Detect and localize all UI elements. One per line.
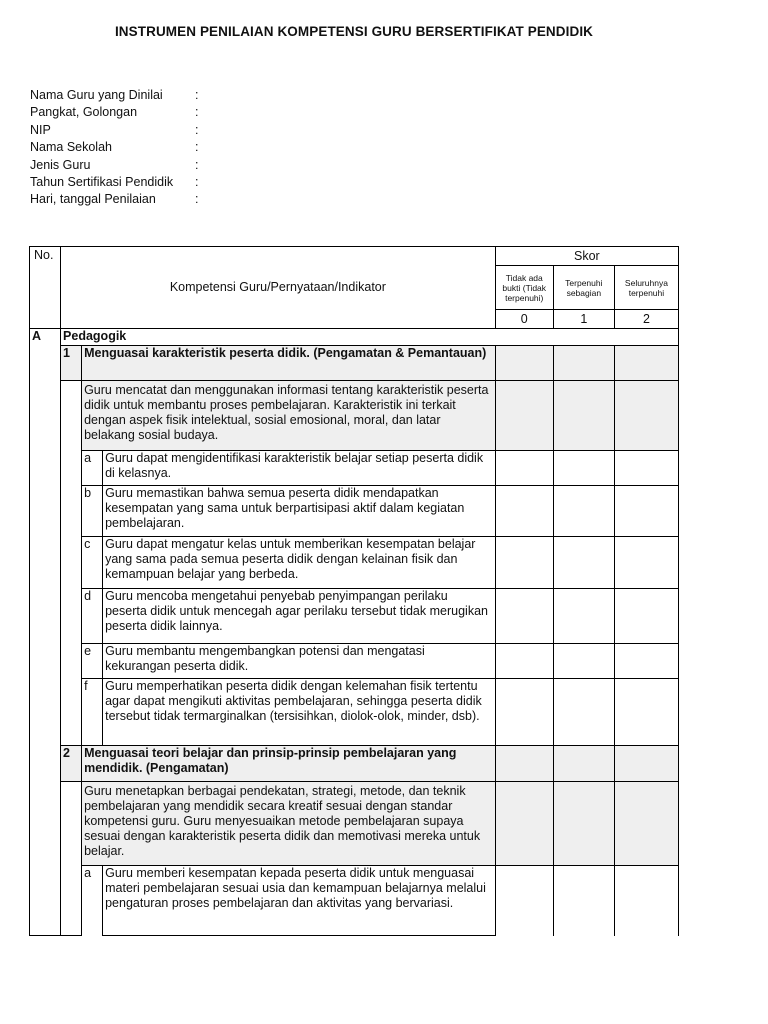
- competency-no: 1: [61, 346, 82, 381]
- identity-label: Pangkat, Golongan: [30, 105, 138, 120]
- score-col-label-0: Tidak ada bukti (Tidak terpenuhi): [495, 266, 553, 310]
- score-cell[interactable]: [614, 381, 678, 451]
- identity-row: [30, 157, 205, 174]
- score-col-label-1: Terpenuhi sebagian: [553, 266, 614, 310]
- indicator-text: Guru membantu mengembangkan potensi dan mengatasi kekurangan peserta didik.: [103, 644, 496, 679]
- score-cell[interactable]: [614, 746, 678, 782]
- identity-row: [30, 87, 205, 104]
- score-cell[interactable]: [553, 451, 614, 486]
- indicator-letter: f: [82, 679, 103, 746]
- score-cell[interactable]: [553, 782, 614, 866]
- score-col-value-2: 2: [614, 310, 678, 329]
- score-cell[interactable]: [495, 381, 553, 451]
- score-col-value-0: 0: [495, 310, 553, 329]
- score-cell[interactable]: [553, 589, 614, 644]
- section-code: A: [30, 329, 61, 346]
- score-cell[interactable]: [553, 679, 614, 746]
- identity-label: Nama Guru yang Dinilai: [30, 88, 163, 102]
- score-col-value-1: 1: [553, 310, 614, 329]
- indicator-text: Guru mencoba mengetahui penyebab penyimpangan perilaku peserta didik untuk mencegah agar perilaku tersebut tidak merugikan peserta didik lainnya.: [103, 589, 496, 644]
- indicator-text: Guru memastikan bahwa semua peserta didik mendapatkan kesempatan yang sama untuk berpartisipasi aktif dalam kegiatan pembelajaran.: [103, 486, 496, 537]
- score-cell[interactable]: [553, 346, 614, 381]
- score-cell[interactable]: [614, 644, 678, 679]
- score-cell[interactable]: [553, 537, 614, 589]
- score-cell[interactable]: [495, 486, 553, 537]
- identity-label: Nama Sekolah: [30, 140, 112, 155]
- identity-row: [30, 104, 205, 121]
- score-cell[interactable]: [553, 746, 614, 782]
- competency-description: Guru mencatat dan menggunakan informasi tentang karakteristik peserta didik untuk membantu proses pembelajaran. Karakteristik ini terkait dengan aspek fisik intelektual, sosial emosional, moral, dan latar belakang sosial budaya.: [82, 381, 496, 451]
- indicator-header: Kompetensi Guru/Pernyataan/Indikator: [61, 247, 496, 329]
- competency-title: Menguasai teori belajar dan prinsip-prinsip pembelajaran yang mendidik. (Pengamatan): [82, 746, 496, 782]
- score-cell[interactable]: [495, 537, 553, 589]
- identity-colon: :: [195, 88, 199, 102]
- indicator-letter: d: [82, 589, 103, 644]
- identity-colon: :: [195, 175, 199, 190]
- score-cell[interactable]: [614, 537, 678, 589]
- score-cell[interactable]: [614, 782, 678, 866]
- score-cell[interactable]: [495, 644, 553, 679]
- indicator-text: Guru dapat mengidentifikasi karakteristik belajar setiap peserta didik di kelasnya.: [103, 451, 496, 486]
- score-cell[interactable]: [614, 679, 678, 746]
- competency-title: Menguasai karakteristik peserta didik. (Pengamatan & Pemantauan): [82, 346, 496, 381]
- score-cell[interactable]: [614, 451, 678, 486]
- score-cell[interactable]: [495, 679, 553, 746]
- indicator-letter: c: [82, 537, 103, 589]
- identity-colon: :: [195, 122, 199, 137]
- score-col-label-2: Seluruhnya terpenuhi: [614, 266, 678, 310]
- score-cell[interactable]: [495, 589, 553, 644]
- identity-row: [30, 191, 205, 208]
- score-cell[interactable]: [553, 381, 614, 451]
- identity-row: [30, 122, 205, 139]
- indicator-letter: a: [82, 866, 103, 936]
- competency-no: 2: [61, 746, 82, 782]
- identity-row: [30, 139, 205, 156]
- score-cell[interactable]: [495, 782, 553, 866]
- section-name: Pedagogik: [61, 329, 679, 346]
- identity-row: [30, 174, 205, 191]
- identity-colon: :: [195, 192, 199, 207]
- identity-block: [30, 87, 205, 209]
- identity-label: Hari, tanggal Penilaian: [30, 192, 156, 207]
- indicator-letter: e: [82, 644, 103, 679]
- score-cell[interactable]: [614, 866, 678, 936]
- indicator-text: Guru memperhatikan peserta didik dengan kelemahan fisik tertentu agar dapat mengikuti aktivitas pembelajaran, sehingga peserta didik tersebut tidak termarginalkan (tersisihkan, diolok-olok, minder, dsb).: [103, 679, 496, 746]
- score-header: Skor: [495, 247, 678, 266]
- competency-description: Guru menetapkan berbagai pendekatan, strategi, metode, dan teknik pembelajaran yang mendidik secara kreatif sesuai dengan standar kompetensi guru. Guru menyesuaikan metode pembelajaran supaya sesuai dengan karakteristik peserta didik dan memotivasi mereka untuk belajar.: [82, 782, 496, 866]
- identity-colon: :: [195, 105, 199, 120]
- identity-label: Jenis Guru: [30, 157, 91, 172]
- identity-label: Tahun Sertifikasi Pendidik: [30, 175, 174, 190]
- score-cell[interactable]: [553, 866, 614, 936]
- no-header: No.: [30, 247, 61, 329]
- score-cell[interactable]: [495, 746, 553, 782]
- indicator-text: Guru memberi kesempatan kepada peserta didik untuk menguasai materi pembelajaran sesuai usia dan kemampuan belajarnya melalui pengaturan proses pembelajaran dan aktivitas yang bervariasi.: [103, 866, 496, 936]
- score-cell[interactable]: [553, 486, 614, 537]
- identity-colon: :: [195, 157, 199, 172]
- score-cell[interactable]: [614, 346, 678, 381]
- score-cell[interactable]: [495, 346, 553, 381]
- indicator-letter: b: [82, 486, 103, 537]
- score-cell[interactable]: [614, 589, 678, 644]
- score-cell[interactable]: [495, 451, 553, 486]
- score-cell[interactable]: [614, 486, 678, 537]
- score-cell[interactable]: [495, 866, 553, 936]
- identity-label: NIP: [30, 122, 51, 137]
- indicator-text: Guru dapat mengatur kelas untuk memberikan kesempatan belajar yang sama pada semua peserta didik dengan kelainan fisik dan kemampuan belajar yang berbeda.: [103, 537, 496, 589]
- identity-colon: :: [195, 140, 199, 155]
- document-title: INSTRUMEN PENILAIAN KOMPETENSI GURU BERSERTIFIKAT PENDIDIK: [114, 24, 594, 39]
- score-cell[interactable]: [553, 644, 614, 679]
- assessment-table: [29, 246, 679, 936]
- indicator-letter: a: [82, 451, 103, 486]
